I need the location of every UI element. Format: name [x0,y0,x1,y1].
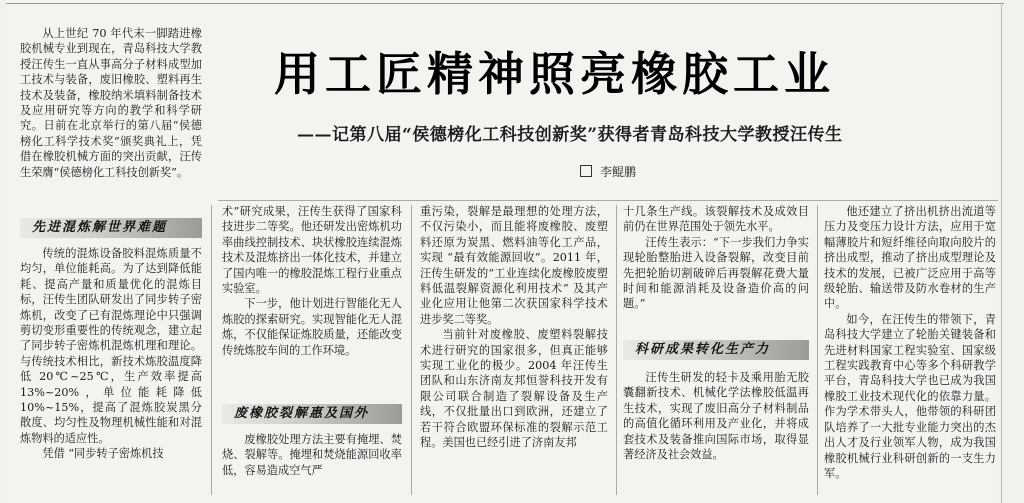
paragraph: 下一步，他计划进行智能化无人炼胶的探索研究。实现智能化无人混炼，不仅能保证炼胶质量，还能改变传统炼胶车间的工作环境。 [222,297,402,357]
paragraph: 重污染，裂解是最理想的处理方法，不仅污染小，而且能将废橡胶、废塑料还原为炭黑、燃料油等化工产品，实现 “最有效能源回收”。2011 年，汪传生研发的“工业连续化废橡胶废塑料低温裂解资源化利用技术” 及其产业化应用让他第二次获国家科学技术进步奖二等奖。 [420,205,608,326]
column-2 [222,204,402,358]
headline: 用工匠精神照亮橡胶工业 [274,47,835,101]
column-5 [824,204,996,481]
paragraph: 术”研究成果，汪传生获得了国家科技进步二等奖。他还研发出密炼机功率曲线控制技术、块状橡胶连续混炼技术及混炼挤出一体化技术，并建立了国内唯一的橡胶混炼工程行业重点实验室。 [222,205,402,296]
paragraph: 十几条生产线。该裂解技术及成效目前仍在世界范围处于领先水平。 [623,205,809,234]
headline-divider [218,200,998,201]
newspaper-page [6,0,996,503]
paragraph: 如今，在汪传生的带领下，青岛科技大学建立了轮胎关键装备和先进材料国家工程实验室、国家级工程实践教育中心等多个科研教学平台，青岛科技大学也已成为我国橡胶工业技术现代化的依靠力量。作为学术带头人，他带领的科研团队培养了一大批专业能力突出的杰出人才及行业领军人物，成为我国橡胶机械行业科研创新的一支生力军。 [824,312,996,480]
column-divider [211,205,212,495]
byline-box-icon [580,165,592,177]
paragraph: 传统的混炼设备胶料混炼质量不均匀，单位能耗高。为了达到降低能耗、提高产量和质量优化的混炼目标，汪传生团队研发出了同步转子密炼机，改变了已有混炼理论中只强调剪切变形重要性的传统观念，建立起了同步转子密炼机混炼机理和理论。与传统技术相比，新技术炼胶温度降低 20℃~25℃，生产效率提高 13%~20%，单位能耗降低 10%~15%，提高了混炼胶炭黑分散度、均匀性及物理机械性能和对混炼物料的适应性。 [20,247,202,445]
paragraph: 凭借 “同步转子密炼机技 [42,447,164,461]
section-heading-2: 废橡胶裂解惠及国外 [222,404,402,424]
paragraph: 汪传生表示：“下一步我们力争实现轮胎整胎进入设备裂解，改变目前先把轮胎切割破碎后再裂解花费大量时间和能源消耗及设备造价高的问题。” [623,235,809,311]
column-4 [623,204,809,312]
paragraph: 汪传生研发的轻卡及乘用胎无胶囊翻新技术、机械化学法橡胶低温再生技术，实现了废旧高分子材料制品的高值化循环利用及产业化，并将成套技术及装备推向国际市场，取得显著经济及社会效益。 [623,371,809,462]
subheadline: ——记第八届“侯德榜化工科技创新奖”获得者青岛科技大学教授汪传生 [297,125,843,145]
section-heading-1: 先进混炼解世界难题 [20,218,202,238]
paragraph: 他还建立了挤出机挤出流道等压力及变压力设计方法，应用于宽幅薄胶片和短纤维径向取向胶片的挤出成型，推动了挤出成型理论及技术的发展，已被广泛应用于高等级轮胎、输送带及防水卷材的生产中。 [824,205,996,311]
column-2-lower [222,432,402,478]
column-3 [420,204,608,451]
column-divider [411,205,412,495]
intro-paragraph: 从上世纪 70 年代末一脚踏进橡胶机械专业到现在，青岛科技大学教授汪传生一直从事高分子材料成型加工技术与装备，废旧橡胶、塑料再生技术及装备，橡胶纳米填料制备技术及应用研究等方向的教学和科学研究。日前在北京举行的第八届“侯德榜化工科学技术奖”颁奖典礼上，凭借在橡胶机械方面的突出贡献，汪传生荣膺“侯德榜化工科技创新奖”。 [20,27,202,179]
paragraph: 当前针对废橡胶、废塑料裂解技术进行研究的国家很多，但真正能够实现工业化的极少。2004 年汪传生团队和山东济南友邦恒誉科技开发有限公司联合制造了裂解设备及生产线，不仅批量出口到欧洲，还建立了若干符合欧盟环保标准的裂解示范工程。美国也已经引进了济南友邦 [420,328,608,450]
paragraph: 废橡胶处理方法主要有掩埋、焚烧、裂解等。掩埋和焚烧能源回收率低，容易造成空气严 [222,433,402,477]
byline [580,164,636,180]
right-border [1001,3,1002,503]
column-divider [616,205,617,495]
column-1 [20,246,202,462]
author-name: 李鲲鹏 [600,165,637,179]
column-divider [817,205,818,495]
section-heading-3: 科研成果转化生产力 [623,340,809,360]
top-rule [6,3,1004,4]
column-4-lower [623,370,809,462]
